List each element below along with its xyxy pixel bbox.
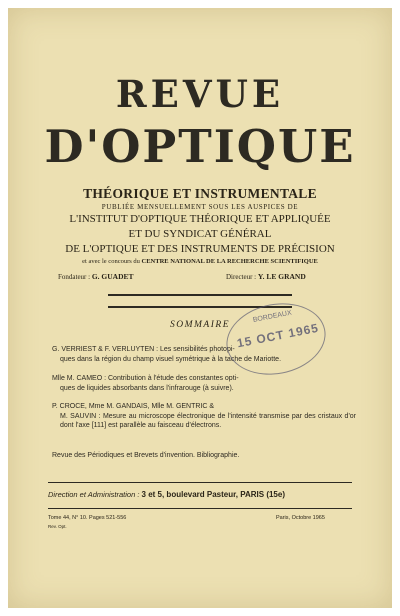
entry-rest: ques dans la région du champ visuel symétrique à la tache de Mariotte. <box>60 355 282 363</box>
title-line-2: D'OPTIQUE <box>44 120 356 173</box>
journal-ref: Rev. Opt. <box>48 524 67 529</box>
entry-first-line: Revue des Périodiques et Brevets d'invention. Bibliographie. <box>52 452 240 459</box>
stamp-date-text: 15 OCT 1965 <box>235 320 321 351</box>
publisher-line-2: L'INSTITUT D'OPTIQUE THÉORIQUE ET APPLIQUÉE <box>69 213 331 225</box>
publisher-line-5 <box>8 258 392 265</box>
publisher-line-5-org: CENTRE NATIONAL DE LA RECHERCHE SCIENTIFIQUE <box>141 258 318 265</box>
entry-rest: M. SAUVIN : Mesure au microscope électronique de l'intensité transmise par des cristaux d'or dont l'axe [111] est parallèle au faisceau d'électrons. <box>60 412 356 429</box>
issue-date: Paris, Octobre 1965 <box>276 515 325 521</box>
sommaire-entry <box>52 402 356 431</box>
title-line-1: REVUE <box>115 72 285 116</box>
subtitle: THÉORIQUE ET INSTRUMENTALE <box>83 186 317 201</box>
divider-upper <box>108 294 292 296</box>
founder-name: G. GUADET <box>91 272 134 281</box>
publisher-line-1: PUBLIÉE MENSUELLEMENT SOUS LES AUSPICES DE <box>101 203 299 211</box>
administration-line <box>48 490 352 499</box>
founder <box>58 272 134 281</box>
sommaire-entry <box>52 374 356 393</box>
direction-label: Direction et Administration : <box>48 490 140 499</box>
library-stamp <box>220 295 332 383</box>
entry-first-line: G. VERRIEST & F. VERLUYTEN : Les sensibilités photopi- <box>52 346 235 353</box>
founder-label: Fondateur : <box>58 273 91 281</box>
director-name: Y. LE GRAND <box>257 272 306 281</box>
footer-rule-bottom <box>48 508 352 509</box>
sommaire-entry <box>52 451 356 461</box>
entry-first-line: P. CROCE, Mme M. GANDAIS, Mlle M. GENTRIC & <box>52 403 215 410</box>
publisher-line-5-prefix: et avec le concours du <box>82 258 140 265</box>
journal-cover <box>8 8 392 608</box>
publisher-line-3: ET DU SYNDICAT GÉNÉRAL <box>128 228 272 240</box>
director-label: Directeur : <box>226 273 257 281</box>
footer-rule-top <box>48 482 352 483</box>
publisher-line-4: DE L'OPTIQUE ET DES INSTRUMENTS DE PRÉCISION <box>65 243 335 255</box>
tome-info: Tome 44, N° 10. Pages 521-556 <box>48 515 127 521</box>
stamp-top-text: BORDEAUX <box>252 309 293 324</box>
address: 3 et 5, boulevard Pasteur, PARIS (15e) <box>141 490 285 499</box>
sommaire-heading: SOMMAIRE <box>169 320 230 330</box>
director <box>226 272 306 281</box>
entry-rest: ques de liquides absorbants dans l'infrarouge (à suivre). <box>60 384 234 392</box>
entry-first-line: Mlle M. CAMEO : Contribution à l'étude des constantes opti- <box>52 375 239 382</box>
